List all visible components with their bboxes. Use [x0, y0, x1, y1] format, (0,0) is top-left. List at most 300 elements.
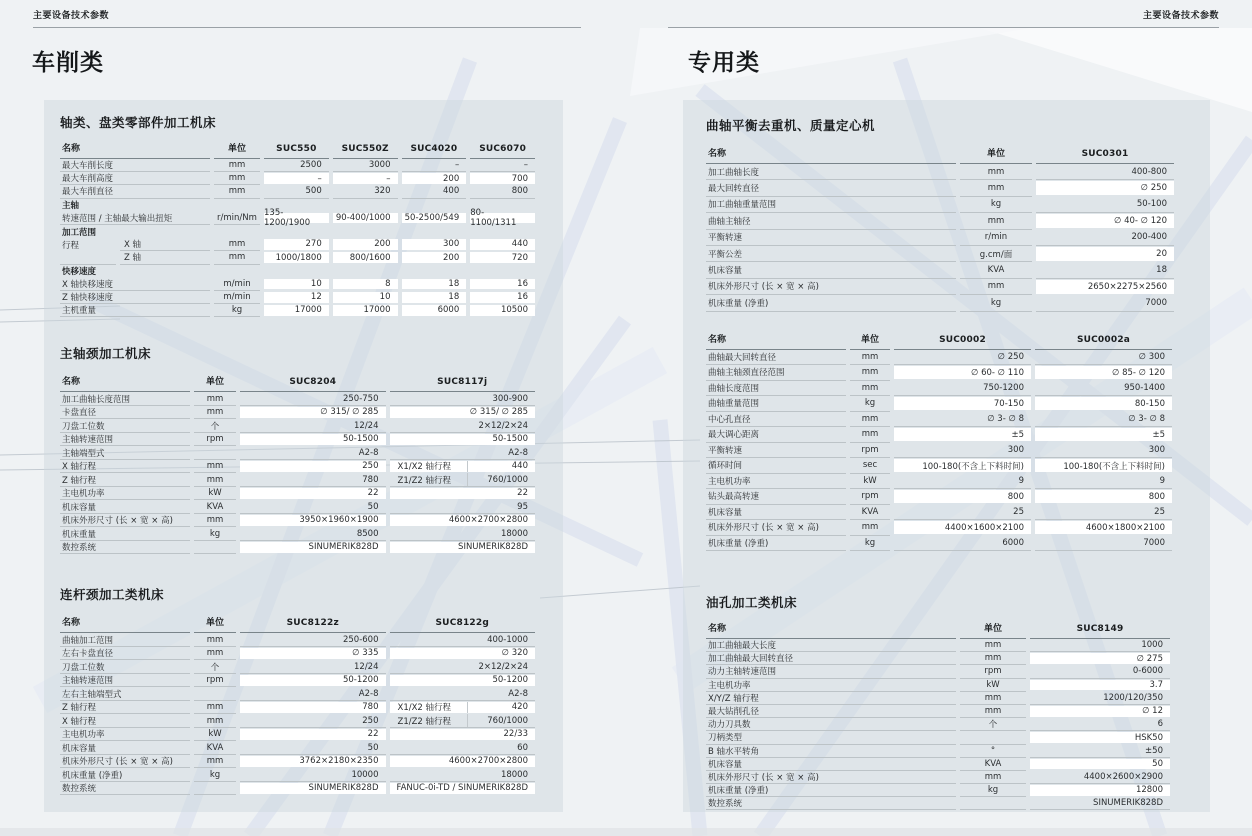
unit-cell: mm	[960, 180, 1032, 196]
row-label: 机床外形尺寸 (长 × 宽 × 高)	[706, 520, 846, 536]
section-label: 快移速度	[62, 267, 97, 278]
spec-grid	[60, 608, 535, 795]
unit-cell: mm	[214, 159, 260, 172]
spec-grid	[60, 136, 535, 317]
page-title-special: 专用类	[688, 50, 760, 76]
value-cell: ∅ 3- ∅ 8	[894, 412, 1031, 428]
value-cell: –	[402, 159, 467, 172]
row-label: 曲轴主轴颈直径范围	[706, 365, 846, 381]
unit-cell: kW	[960, 679, 1026, 692]
unit-cell: KVA	[960, 262, 1032, 278]
unit-column-header: 单位	[194, 367, 236, 392]
spec-grid	[706, 326, 1172, 552]
value-cell: 135-1200/1900	[264, 213, 329, 224]
spec-grid	[706, 616, 1172, 810]
value-cell: 7000	[1035, 536, 1172, 552]
value-cell: 100-180(不含上下料时间)	[894, 459, 1031, 472]
value-cell: 270	[264, 239, 329, 250]
value-cell: ∅ 315/ ∅ 285	[390, 407, 536, 418]
unit-cell: mm	[194, 473, 236, 487]
model-column-header: SUC550	[264, 136, 329, 159]
value-cell: ∅ 300	[1035, 350, 1172, 366]
value-cell: 22	[390, 488, 536, 499]
row-label: 最大调心距离	[706, 427, 846, 443]
value-cell	[390, 473, 536, 487]
row-label: 刀柄类型	[706, 731, 956, 744]
value-cell: 7000	[1036, 295, 1174, 311]
unit-cell: kW	[850, 474, 890, 490]
table-pin-journal-machines	[60, 585, 535, 795]
unit-cell: mm	[194, 460, 236, 474]
axis-sub-label: Z1/Z2 轴行程	[398, 473, 468, 486]
value-cell: 800	[894, 490, 1031, 503]
model-column-header: SUC0301	[1036, 139, 1174, 164]
row-label: 机床外形尺寸 (长 × 宽 × 高)	[60, 755, 190, 769]
unit-cell: KVA	[960, 758, 1026, 771]
value-cell: 300	[894, 443, 1031, 459]
value-cell: ±50	[1030, 745, 1170, 758]
table-oil-hole-machines	[706, 593, 1172, 810]
value-cell: A2-8	[240, 446, 386, 460]
value-cell: 22	[240, 729, 386, 740]
spec-grid	[60, 367, 535, 554]
value-cell: HSK50	[1030, 732, 1170, 743]
value-cell: 22	[240, 488, 386, 499]
section-label: 加工范围	[62, 227, 97, 238]
row-label: 数控系统	[60, 541, 190, 555]
value-cell: 10	[264, 279, 329, 290]
value-cell: 300-900	[390, 392, 536, 406]
value-cell: 800	[470, 185, 535, 198]
value-cell: 9	[894, 474, 1031, 490]
value-cell: SINUMERIK828D	[240, 542, 386, 553]
name-column-header: 名称	[706, 616, 956, 639]
running-head-right: 主要设备技术参数	[1142, 11, 1219, 21]
value-cell: 250-750	[240, 392, 386, 406]
value-cell: 8500	[240, 527, 386, 541]
section-label: 主轴	[62, 201, 80, 212]
row-label: 最大车削长度	[60, 159, 210, 172]
row-label: 加工曲轴长度范围	[60, 392, 190, 406]
unit-cell: kg	[194, 527, 236, 541]
name-column-header: 名称	[60, 136, 210, 159]
value-cell: 400-1000	[390, 633, 536, 647]
unit-cell: m/min	[214, 278, 260, 291]
name-column-header: 名称	[60, 367, 190, 392]
table-balancing-centering-machines	[706, 116, 1172, 312]
unit-cell: rpm	[194, 433, 236, 447]
value-cell: 4600×2700×2800	[390, 515, 536, 526]
value-cell: 50-1500	[390, 434, 536, 445]
unit-cell: kW	[194, 728, 236, 742]
row-label: 中心孔直径	[706, 412, 846, 428]
sub-row-label: Z 轴	[120, 251, 210, 264]
row-label: 机床重量 (净重)	[706, 784, 956, 797]
value-cell: 100-180(不含上下料时间)	[1035, 459, 1172, 472]
row-label: 机床容量	[60, 500, 190, 514]
value-cell: –	[470, 159, 535, 172]
cell-value: 420	[511, 702, 528, 713]
value-cell: 60	[390, 741, 536, 755]
row-label: 最大钻削孔径	[706, 705, 956, 718]
unit-cell: mm	[850, 365, 890, 381]
value-cell: A2-8	[390, 446, 536, 460]
value-cell: ∅ 250	[894, 350, 1031, 366]
row-label: 平衡转速	[706, 443, 846, 459]
running-head-rule-right	[668, 27, 1219, 28]
value-cell: 2×12/2×24	[390, 419, 536, 433]
group-label: 行程	[62, 240, 80, 251]
model-column-header: SUC8204	[240, 367, 386, 392]
unit-cell: 个	[960, 718, 1026, 731]
value-cell: 6	[1030, 718, 1170, 731]
unit-cell: mm	[960, 164, 1032, 180]
row-label: 数控系统	[706, 797, 956, 810]
value-cell	[390, 702, 536, 713]
value-cell: ±5	[894, 428, 1031, 441]
value-cell: 17000	[264, 305, 329, 316]
row-label: 加工曲轴最大回转直径	[706, 652, 956, 665]
value-cell: ∅ 320	[390, 648, 536, 659]
value-cell: 200	[402, 173, 467, 184]
unit-cell: kg	[960, 295, 1032, 311]
row-label: 加工曲轴最大长度	[706, 639, 956, 652]
value-cell: 500	[264, 185, 329, 198]
name-column-header: 名称	[706, 326, 846, 350]
value-cell: 6000	[894, 536, 1031, 552]
row-label: 主电机功率	[60, 728, 190, 742]
row-label: B 轴水平转角	[706, 745, 956, 758]
value-cell: 70-150	[894, 397, 1031, 410]
value-cell: ∅ 315/ ∅ 285	[240, 407, 386, 418]
value-cell: 2650×2275×2560	[1036, 280, 1174, 294]
table-suc0002-machines	[706, 326, 1172, 552]
unit-cell: kg	[850, 536, 890, 552]
row-label: Z 轴行程	[60, 473, 190, 487]
row-label: 循环时间	[706, 458, 846, 474]
value-cell: 50	[240, 500, 386, 514]
unit-cell: mm	[960, 213, 1032, 229]
unit-cell: rpm	[850, 489, 890, 505]
unit-cell: mm	[960, 652, 1026, 665]
row-label: 机床容量	[706, 262, 956, 278]
row-label: 机床重量 (净重)	[706, 295, 956, 311]
cell-value: 760/1000	[487, 715, 528, 726]
model-column-header: SUC550Z	[333, 136, 398, 159]
value-cell: FANUC-0i-TD / SINUMERIK828D	[390, 783, 536, 794]
value-cell: 25	[1035, 505, 1172, 521]
value-cell: 200	[333, 239, 398, 250]
unit-column-header: 单位	[850, 326, 890, 350]
value-cell: 300	[1035, 443, 1172, 459]
row-label: 刀盘工位数	[60, 660, 190, 674]
model-column-header: SUC8122g	[390, 608, 536, 633]
value-cell: 10	[333, 292, 398, 303]
row-label: X 轴行程	[60, 460, 190, 474]
value-cell: 18000	[390, 768, 536, 782]
row-label: 平衡转速	[706, 230, 956, 246]
value-cell: 90-400/1000	[333, 213, 398, 224]
sub-row-label: X 轴	[120, 238, 210, 251]
page-title-turning: 车削类	[32, 50, 104, 76]
unit-cell: mm	[960, 639, 1026, 652]
unit-cell: mm	[194, 392, 236, 406]
unit-cell: mm	[960, 692, 1026, 705]
unit-column-header: 单位	[214, 136, 260, 159]
value-cell: 18	[402, 292, 467, 303]
value-cell: SINUMERIK828D	[390, 542, 536, 553]
unit-cell	[194, 782, 236, 796]
value-cell: 18	[1036, 262, 1174, 278]
unit-cell: g.cm/面	[960, 246, 1032, 262]
unit-cell: mm	[850, 520, 890, 536]
value-cell: 12/24	[240, 419, 386, 433]
row-label: Z 轴行程	[60, 701, 190, 715]
unit-cell: KVA	[194, 500, 236, 514]
unit-cell: mm	[214, 238, 260, 251]
row-label: 曲轴重量范围	[706, 396, 846, 412]
unit-cell: mm	[850, 427, 890, 443]
unit-cell: kg	[960, 784, 1026, 797]
value-cell: –	[264, 173, 329, 184]
row-label: 卡盘直径	[60, 406, 190, 420]
value-cell: 22/33	[390, 729, 536, 740]
row-label: 机床外形尺寸 (长 × 宽 × 高)	[706, 279, 956, 295]
value-cell: 12	[264, 292, 329, 303]
running-head-rule-left	[33, 27, 581, 28]
value-cell: A2-8	[240, 687, 386, 701]
unit-cell: kg	[194, 768, 236, 782]
row-label: 平衡公差	[706, 246, 956, 262]
value-cell: 12/24	[240, 660, 386, 674]
value-cell: 18000	[390, 527, 536, 541]
table-title: 主轴颈加工机床	[60, 346, 152, 362]
row-label: 主轴端型式	[60, 446, 190, 460]
value-cell: 720	[470, 252, 535, 263]
value-cell: 80-150	[1035, 397, 1172, 410]
value-cell: 10500	[470, 305, 535, 316]
row-label: 主电机功率	[706, 474, 846, 490]
unit-cell: sec	[850, 458, 890, 474]
value-cell: 0-6000	[1030, 665, 1170, 678]
row-label: 加工曲轴长度	[706, 164, 956, 180]
value-cell: 18	[402, 279, 467, 290]
row-label: 动力主轴转速范围	[706, 665, 956, 678]
value-cell: 250	[240, 461, 386, 472]
unit-cell: 个	[194, 660, 236, 674]
row-label: 机床重量 (净重)	[60, 768, 190, 782]
value-cell: 10000	[240, 768, 386, 782]
value-cell: 750-1200	[894, 381, 1031, 397]
value-cell: 2500	[264, 159, 329, 172]
value-cell: 800/1600	[333, 252, 398, 263]
row-label: 曲轴主轴径	[706, 213, 956, 229]
unit-cell: 个	[194, 419, 236, 433]
value-cell: 200-400	[1036, 230, 1174, 246]
value-cell: 1000	[1030, 639, 1170, 652]
model-column-header: SUC8117j	[390, 367, 536, 392]
value-cell: 12800	[1030, 785, 1170, 796]
unit-cell: mm	[194, 701, 236, 715]
row-label: 机床重量 (净重)	[706, 536, 846, 552]
value-cell: 50-100	[1036, 197, 1174, 213]
row-label: 主轴转速范围	[60, 674, 190, 688]
value-cell: 6000	[402, 305, 467, 316]
value-cell: 3762×2180×2350	[240, 756, 386, 767]
table-title: 轴类、盘类零部件加工机床	[60, 115, 217, 130]
unit-cell: KVA	[194, 741, 236, 755]
row-label: 机床容量	[60, 741, 190, 755]
row-label: 数控系统	[60, 782, 190, 796]
value-cell: 800	[1035, 490, 1172, 503]
row-label: Z 轴快移速度	[60, 291, 210, 304]
value-cell: 50	[240, 741, 386, 755]
value-cell: 4400×2600×2900	[1030, 771, 1170, 784]
value-cell: SINUMERIK828D	[240, 783, 386, 794]
value-cell: 3950×1960×1900	[240, 515, 386, 526]
value-cell: 20	[1036, 247, 1174, 261]
value-cell: 950-1400	[1035, 381, 1172, 397]
unit-cell: mm	[194, 406, 236, 420]
value-cell: 3000	[333, 159, 398, 172]
value-cell: 300	[402, 239, 467, 250]
model-column-header: SUC8149	[1030, 616, 1170, 639]
row-label: 曲轴最大回转直径	[706, 350, 846, 366]
model-column-header: SUC6070	[470, 136, 535, 159]
left-page-panel	[44, 100, 563, 812]
value-cell	[390, 461, 536, 472]
unit-cell	[194, 541, 236, 555]
unit-cell: mm	[214, 251, 260, 264]
unit-cell: mm	[960, 279, 1032, 295]
axis-sub-label: X1/X2 轴行程	[398, 461, 468, 472]
table-main-journal-machines	[60, 344, 535, 554]
unit-cell: mm	[194, 714, 236, 728]
value-cell: 95	[390, 500, 536, 514]
row-label: 钻头最高转速	[706, 489, 846, 505]
value-cell: 50-2500/549	[402, 213, 467, 224]
running-head-left: 主要设备技术参数	[33, 11, 110, 21]
value-cell: 320	[333, 185, 398, 198]
right-page-panel	[683, 100, 1210, 812]
row-label: 最大车削高度	[60, 172, 210, 185]
row-label: 最大车削直径	[60, 185, 210, 198]
cell-value: 440	[511, 461, 528, 472]
value-cell: 80-1100/1311	[470, 213, 535, 224]
unit-cell: kW	[194, 487, 236, 501]
spec-grid	[706, 139, 1172, 312]
unit-column-header: 单位	[960, 139, 1032, 164]
value-cell: 1200/120/350	[1030, 692, 1170, 705]
value-cell: ±5	[1035, 428, 1172, 441]
unit-cell: kg	[214, 304, 260, 317]
unit-cell: m/min	[214, 291, 260, 304]
row-label: 主机重量	[60, 304, 210, 317]
row-label: 主轴转速范围	[60, 433, 190, 447]
unit-cell: mm	[960, 771, 1026, 784]
value-cell: 50-1200	[240, 675, 386, 686]
unit-cell	[960, 797, 1026, 810]
row-label: 转速范围 / 主轴最大输出扭矩	[60, 212, 210, 225]
row-label: X/Y/Z 轴行程	[706, 692, 956, 705]
model-column-header: SUC8122z	[240, 608, 386, 633]
value-cell: 440	[470, 239, 535, 250]
row-label: 左右卡盘直径	[60, 647, 190, 661]
value-cell: 9	[1035, 474, 1172, 490]
unit-cell: kg	[960, 197, 1032, 213]
value-cell: A2-8	[390, 687, 536, 701]
table-title: 连杆颈加工类机床	[60, 587, 165, 603]
unit-cell: mm	[960, 705, 1026, 718]
axis-sub-label: X1/X2 轴行程	[398, 702, 468, 713]
value-cell: SINUMERIK828D	[1030, 797, 1170, 810]
value-cell: ∅ 250	[1036, 181, 1174, 195]
row-label: 曲轴长度范围	[706, 381, 846, 397]
row-label: 主电机功率	[706, 679, 956, 692]
row-label: 机床容量	[706, 758, 956, 771]
unit-cell: mm	[214, 185, 260, 198]
row-label: 机床容量	[706, 505, 846, 521]
value-cell: 4400×1600×2100	[894, 521, 1031, 534]
row-label: 机床外形尺寸 (长 × 宽 × 高)	[60, 514, 190, 528]
unit-cell: KVA	[850, 505, 890, 521]
value-cell: ∅ 275	[1030, 653, 1170, 664]
unit-cell: °	[960, 745, 1026, 758]
group-label	[60, 251, 116, 264]
value-cell: ∅ 60- ∅ 110	[894, 366, 1031, 379]
value-cell: 400	[402, 185, 467, 198]
value-cell: 17000	[333, 305, 398, 316]
name-column-header: 名称	[706, 139, 956, 164]
value-cell: ∅ 12	[1030, 706, 1170, 717]
unit-cell: r/min/Nm	[214, 212, 260, 225]
value-cell: ∅ 335	[240, 648, 386, 659]
value-cell: 3.7	[1030, 680, 1170, 691]
unit-column-header: 单位	[960, 616, 1026, 639]
value-cell: 4600×1800×2100	[1035, 521, 1172, 534]
unit-cell	[960, 731, 1026, 744]
value-cell: ∅ 85- ∅ 120	[1035, 366, 1172, 379]
unit-cell: mm	[850, 350, 890, 366]
unit-cell: rpm	[960, 665, 1026, 678]
row-label: 机床重量	[60, 527, 190, 541]
axis-sub-label: Z1/Z2 轴行程	[398, 714, 468, 727]
value-cell: ∅ 40- ∅ 120	[1036, 214, 1174, 228]
value-cell: 780	[240, 702, 386, 713]
value-cell: 50-1200	[390, 675, 536, 686]
table-title: 曲轴平衡去重机、质量定心机	[706, 118, 876, 133]
unit-cell	[194, 687, 236, 701]
model-column-header: SUC4020	[402, 136, 467, 159]
value-cell: ∅ 3- ∅ 8	[1035, 412, 1172, 428]
unit-cell: mm	[850, 412, 890, 428]
table-shaft-disc-machines	[60, 113, 535, 317]
row-label: X 轴快移速度	[60, 278, 210, 291]
unit-column-header: 单位	[194, 608, 236, 633]
value-cell: 250	[240, 714, 386, 728]
row-label: 动力刀具数	[706, 718, 956, 731]
value-cell: 400-800	[1036, 164, 1174, 180]
row-label: 曲轴加工范围	[60, 633, 190, 647]
unit-cell: mm	[214, 172, 260, 185]
value-cell: 250-600	[240, 633, 386, 647]
row-label: 最大回转直径	[706, 180, 956, 196]
unit-cell	[194, 446, 236, 460]
row-label: 主电机功率	[60, 487, 190, 501]
unit-cell: mm	[194, 514, 236, 528]
value-cell: 4600×2700×2800	[390, 756, 536, 767]
value-cell: 700	[470, 173, 535, 184]
